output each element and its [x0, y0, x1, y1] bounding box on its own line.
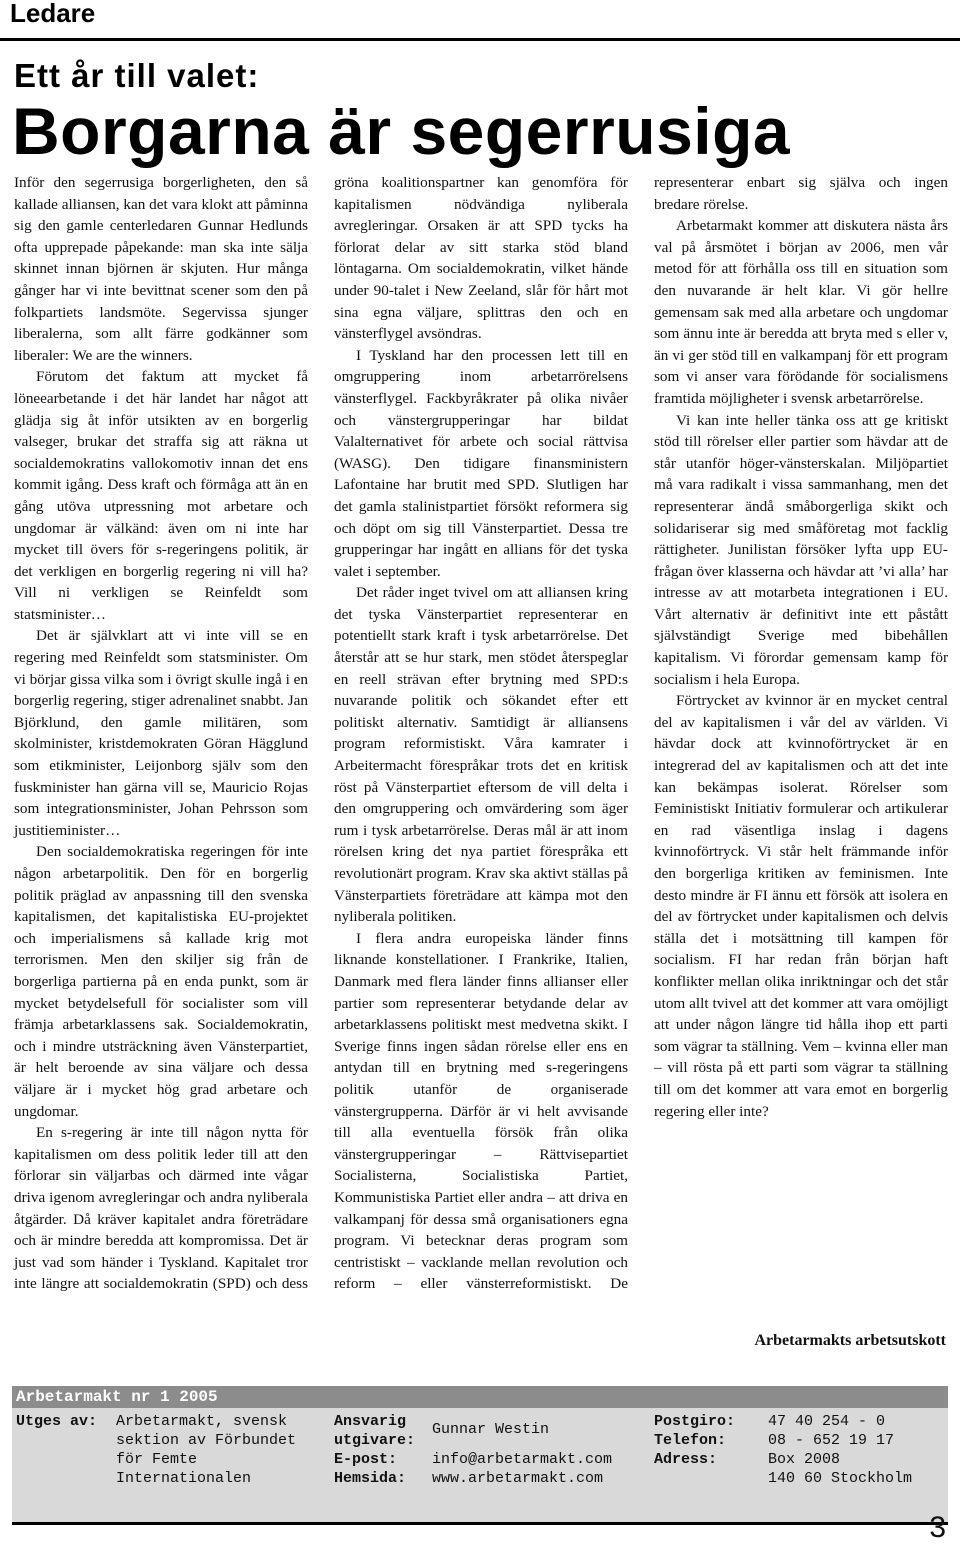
phone-label: Telefon:	[654, 1432, 727, 1449]
web-label: Hemsida:	[334, 1470, 407, 1487]
paragraph: Förtrycket av kvinnor är en mycket central del av kapitalismen i vår del av världen. Vi hävdar dock att kvinnoförtrycket är en integrerad del av kapitalismen och att det inte kan bekämpas isolerat. Rörelser som Feministiskt Initiativ formulerar och artikulerar en rad väsentliga inslag i dagens kvinnoförtryck. Vi står helt främmande inför den borgerliga kritiken av feminismen. Inte desto mindre är FI ännu ett försök att isolera en del av förtrycket under kapitalismen och delvis ställa det i motsättning till kampen för socialism. FI har redan från början haft konflikter mellan olika inriktningar och det står utom allt tvivel att det kommer att vara omöjligt att under någon längre tid hålla ihop ett parti som vägrar ta ställning. Vem – kvinna eller man – vill rösta på ett parti som vägrar ta ställning till om det kommer att vara emot en borgerlig regering eller inte?	[654, 692, 948, 1120]
email-label: E-post:	[334, 1451, 398, 1468]
publisher-value: Arbetarmakt, svensk sektion av Förbundet för Femte Internationalen	[116, 1413, 297, 1487]
paragraph: En s-regering är inte till någon nytta för kapitalismen om dess politik leder till att den förlorar sin väljarbas och därmed inte vågar driva igenom avregleringar och andra nyliberala åtgärder. Då kräver kapitalet andra företrädare och är mindre beredda att kompromissa. Det är just vad som händer i Tyskland. Kapitalet tror inte längre att socialdemokratin (SPD) och dess gröna koalitionspartner kan genomföra för kapitalismen nödvändiga nyliberala avregleringar. Orsaken är att SPD tycks ha förlorat delar av sitt starka stöd bland löntagarna. Om socialdemokratin, vilket hände under 90-talet i New Zeeland, slår för hårt mot sina egna väljare, splittras den och en vänsterflygel avsöndras.	[14, 174, 628, 1293]
article-body	[14, 172, 948, 1314]
paragraph: Inför den segerrusiga borgerligheten, den så kallade alliansen, kan det vara klokt att påminna sig den gamle centerledaren Gunnar Hedlunds ofta upprepade påpekande: man ska inte sälja skinnet innan björnen är skjuten. Hur många gånger har vi inte bevittnat scener som den på folkpartiets landsmöte. Segervissa sjunger liberalerna, som allt färre godkänner som liberaler: We are the winners.	[14, 174, 308, 364]
paragraph: I flera andra europeiska länder finns liknande konstellationer. I Frankrike, Italien, Danmark med flera länder finns allianser eller partier som representerar betydande delar av arbetarklassens politiskt mest medvetna skikt. I Sverige finns ingen sådan rörelse eller ens en antydan till en brytning med s-regeringens politik utanför de organiserade vänstergrupperna. Därför är vi helt avvisande till alla eventuella försök från olika vänstergrupperingar – Rättvisepartiet Socialisterna, Socialistiska Partiet, Kommunistiska Partiet eller andra – att driva en valkampanj för dessa små organisationers egna program. Vi betecknar deras program som centristiskt – vacklande mellan revolution och reform – eller vänsterreformistiskt. De representerar enbart sig själva och ingen bredare rörelse.	[334, 174, 948, 1293]
web-link[interactable]: www.arbetarmakt.com	[432, 1470, 604, 1487]
address-line2: 140 60 Stockholm	[768, 1470, 913, 1487]
web-value[interactable]	[432, 1469, 603, 1488]
responsible-label: Ansvarig utgivare:	[334, 1413, 416, 1449]
email-link[interactable]: info@arbetarmakt.com	[432, 1451, 613, 1468]
postgiro-value: 47 40 254 - 0	[768, 1413, 886, 1430]
section-label: Ledare	[10, 0, 96, 28]
paragraph: Arbetarmakt kommer att diskutera nästa års val på årsmötet i början av 2006, men vår metod för att förhålla oss till en situation som den nuvarande är helt klar. Vi gör hellre gemensam sak med alla arbetare och ungdomar som ännu inte är beredda att bryta med s eller v, än vi ger stöd till en valkampanj för ett program som vi anser vara förödande för socialismens framtida möjligheter i svensk arbetarrörelse.	[654, 217, 948, 407]
phone-value: 08 - 652 19 17	[768, 1432, 895, 1449]
signature: Arbetarmakts arbetsutskott	[754, 1332, 946, 1349]
email-value[interactable]	[432, 1450, 612, 1469]
section-header-bar	[0, 0, 960, 41]
bottom-rule	[12, 1522, 948, 1525]
kicker: Ett år till valet:	[14, 57, 260, 94]
paragraph: Det är självklart att vi inte vill se en regering med Reinfeldt som statsminister. Om vi börjar gissa vilka som i övrigt skulle ingå i en borgerlig regering, stiger adrenalinet snabbt. Jan Björklund, den gamle militären, som skolminister, kristdemokraten Göran Hägglund som etikminister, Leijonborg själv som den fuskminister han gärna vill se, Mauricio Rojas som integrationsminister, Johan Pehrsson som justitieminister…	[14, 627, 308, 839]
issue-label: Arbetarmakt nr 1 2005	[12, 1386, 948, 1408]
publisher-label: Utges av:	[16, 1413, 98, 1430]
address-line1: Box 2008	[768, 1451, 841, 1468]
postgiro-label: Postgiro:	[654, 1413, 736, 1430]
address-label: Adress:	[654, 1451, 718, 1468]
paragraph: Den socialdemokratiska regeringen för inte någon arbetarpolitik. Den för en borgerlig politik präglad av anpassning till den svenska kapitalismen, det kapitalistiska EU-projektet och imperialismens så kallade krig mot terrorismen. Men den skiljer sig från de borgerliga partierna på en enda punkt, som är mycket betydelsefull för socialister som vill främja arbetarklassens sak. Socialdemokratin, och i mindre utsträckning även Vänsterpartiet, är helt beroende av sina väljare och dessa väljare är i mycket hög grad arbetare och ungdomar.	[14, 843, 308, 1120]
page-number: 3	[929, 1511, 946, 1544]
paragraph: Vi kan inte heller tänka oss att ge kritiskt stöd till rörelser eller partier som hävdar att de står utanför höger-vänsterskalan. Miljöpartiet må vara radikalt i vissa sammanhang, men det representerar ändå småborgerliga skikt och solidariserar sig med småföretag mot facklig rättigheter. Junilistan försöker lyfta upp EU-frågan över klasserna och hävdar att ’vi alla’ har intresse av att motarbeta integrationen i EU. Vårt alternativ är definitivt inte ett påstått självständigt Sverige med bibehållen kapitalism. Vi förordar gemensam kamp för socialism i hela Europa.	[654, 411, 948, 688]
paragraph: Förutom det faktum att mycket få löneearbetande i det här landet har något att glädja sig åt inför utsikten av en borgerlig valseger, brukar det straffa sig att räkna ut socialdemokratins vallokomotiv innan det ens kommit igång. Dess kraft och förmåga att än en gång utöva utpressning mot arbetare och ungdomar är välkänd: även om ni inte har mycket till övers för s-regeringens politik, är det verkligen en borgerlig regering ni vill ha? Vill ni verkligen se Reinfeldt som statsminister…	[14, 368, 308, 623]
colophon-box	[12, 1386, 948, 1522]
paragraph: I Tyskland har den processen lett till en omgruppering inom arbetarrörelsens vänsterflygel. Fackbyråkrater på olika nivåer och vänstergrupperingar har bildat Valalternativet för arbete och social rättvisa (WASG). Den tidigare finansministern Lafontaine har brutit med SPD. Slutligen har det gamla stalinistpartiet försökt reformera sig och döpt om sig till Vänsterpartiet. Dessa tre grupperingar har ingått en allians för det tyska valet i september.	[334, 346, 628, 580]
paragraph: Det råder inget tvivel om att alliansen kring det tyska Vänsterpartiet representerar en potentiellt stark kraft i tysk arbetarrörelse. Det återstår att se hur stark, men stödet återspeglar en reell strävan efter brytning med SPD:s nuvarande politik och sökandet efter ett politiskt alternativ. Samtidigt är alliansens program reformistiskt. Våra kamrater i Arbeitermacht förespråkar trots det en kritisk röst på Vänsterpartiet eftersom de vill delta i den omgruppering och omvärdering som äger rum i tysk arbetarrörelse. Deras mål är att inom rörelsen kring det nya partiet förespråka ett revolutionärt program. Krav ska aktivt ställas på Vänsterpartiets företrädare att kämpa mot den nyliberala politiken.	[334, 584, 628, 926]
responsible-value: Gunnar Westin	[432, 1421, 550, 1438]
headline: Borgarna är segerrusiga	[12, 94, 791, 168]
